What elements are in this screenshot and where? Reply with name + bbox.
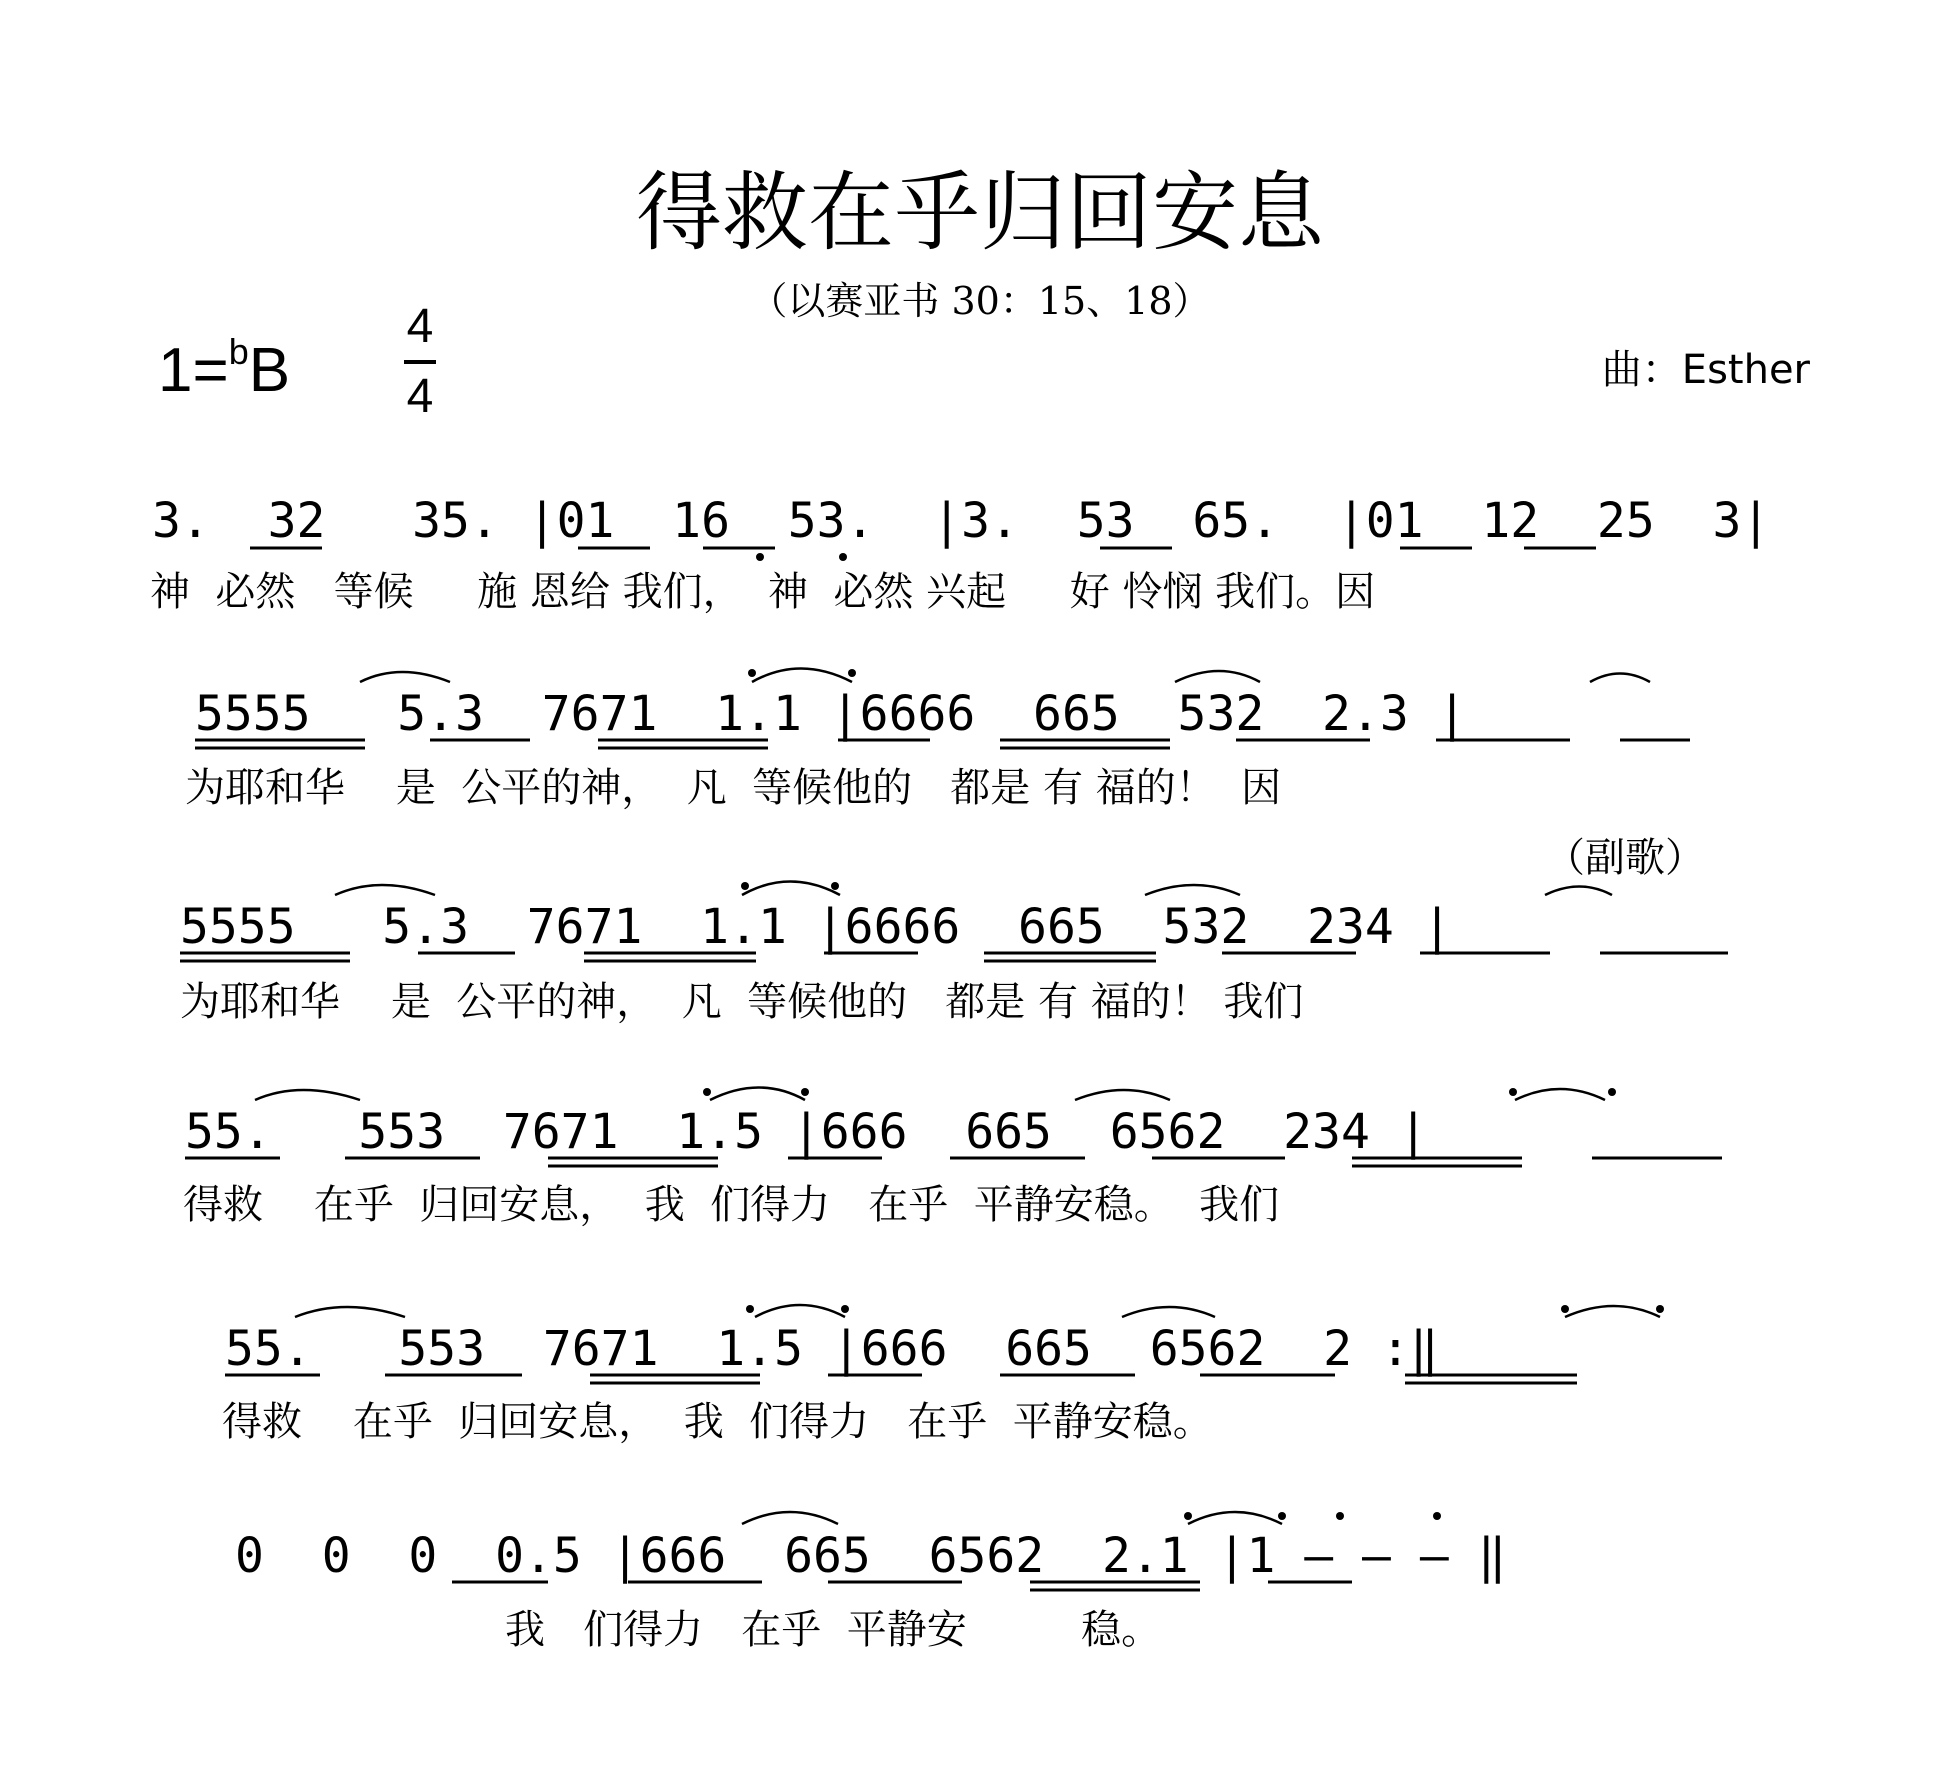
lyrics-line-1: 神 必然 等候 施 恩给 我们， 神 必然 兴起 好 怜悯 我们。因 [150,569,1376,615]
notation-line-1: 3. 32 35. |01 16 53. |3. 53 65. |01 12 25 3| [152,493,1771,549]
flat-sign: b [228,331,249,372]
notation-line-4: 55. 553 7671 1.5 |666 665 6562 234 | [185,1104,1428,1160]
slurs [255,669,1660,1525]
key-prefix: 1= [158,336,229,405]
chorus-label: （副歌） [1545,835,1705,881]
composer-credit: 曲：Esther [1601,347,1810,393]
lyrics-line-2: 为耶和华 是 公平的神， 凡 等候他的 都是 有 福的！ 因 [185,765,1282,811]
key-note: B [248,336,291,405]
lyrics-line-3: 为耶和华 是 公平的神， 凡 等候他的 都是 有 福的！ 我们 [180,979,1304,1025]
notation-line-2: 5555 5.3 7671 1.1 |6666 665 532 2.3 | [195,686,1467,742]
notation-line-5: 55. 553 7671 1.5 |666 665 6562 2 :‖ [225,1321,1439,1377]
time-signature-unit: 4 [406,370,434,423]
scripture-reference: （以赛亚书 30：15、18） [749,279,1211,323]
lyrics-line-4: 得救 在乎 归回安息， 我 们得力 在乎 平静安稳。 我们 [183,1182,1280,1228]
rhythm-underlines [180,548,1728,1590]
time-signature-beats: 4 [406,300,434,353]
lyrics-line-5: 得救 在乎 归回安息， 我 们得力 在乎 平静安稳。 [222,1399,1213,1445]
notation-line-6: 0 0 0 0.5 |666 665 6562 2.1 |1 – – – ‖ [235,1528,1507,1584]
notation-line-3: 5555 5.3 7671 1.1 |6666 665 532 234 | [180,899,1452,955]
lyrics-line-6: 我 们得力 在乎 平静安 稳。 [505,1607,1162,1653]
song-title: 得救在乎归回安息 [636,163,1324,263]
